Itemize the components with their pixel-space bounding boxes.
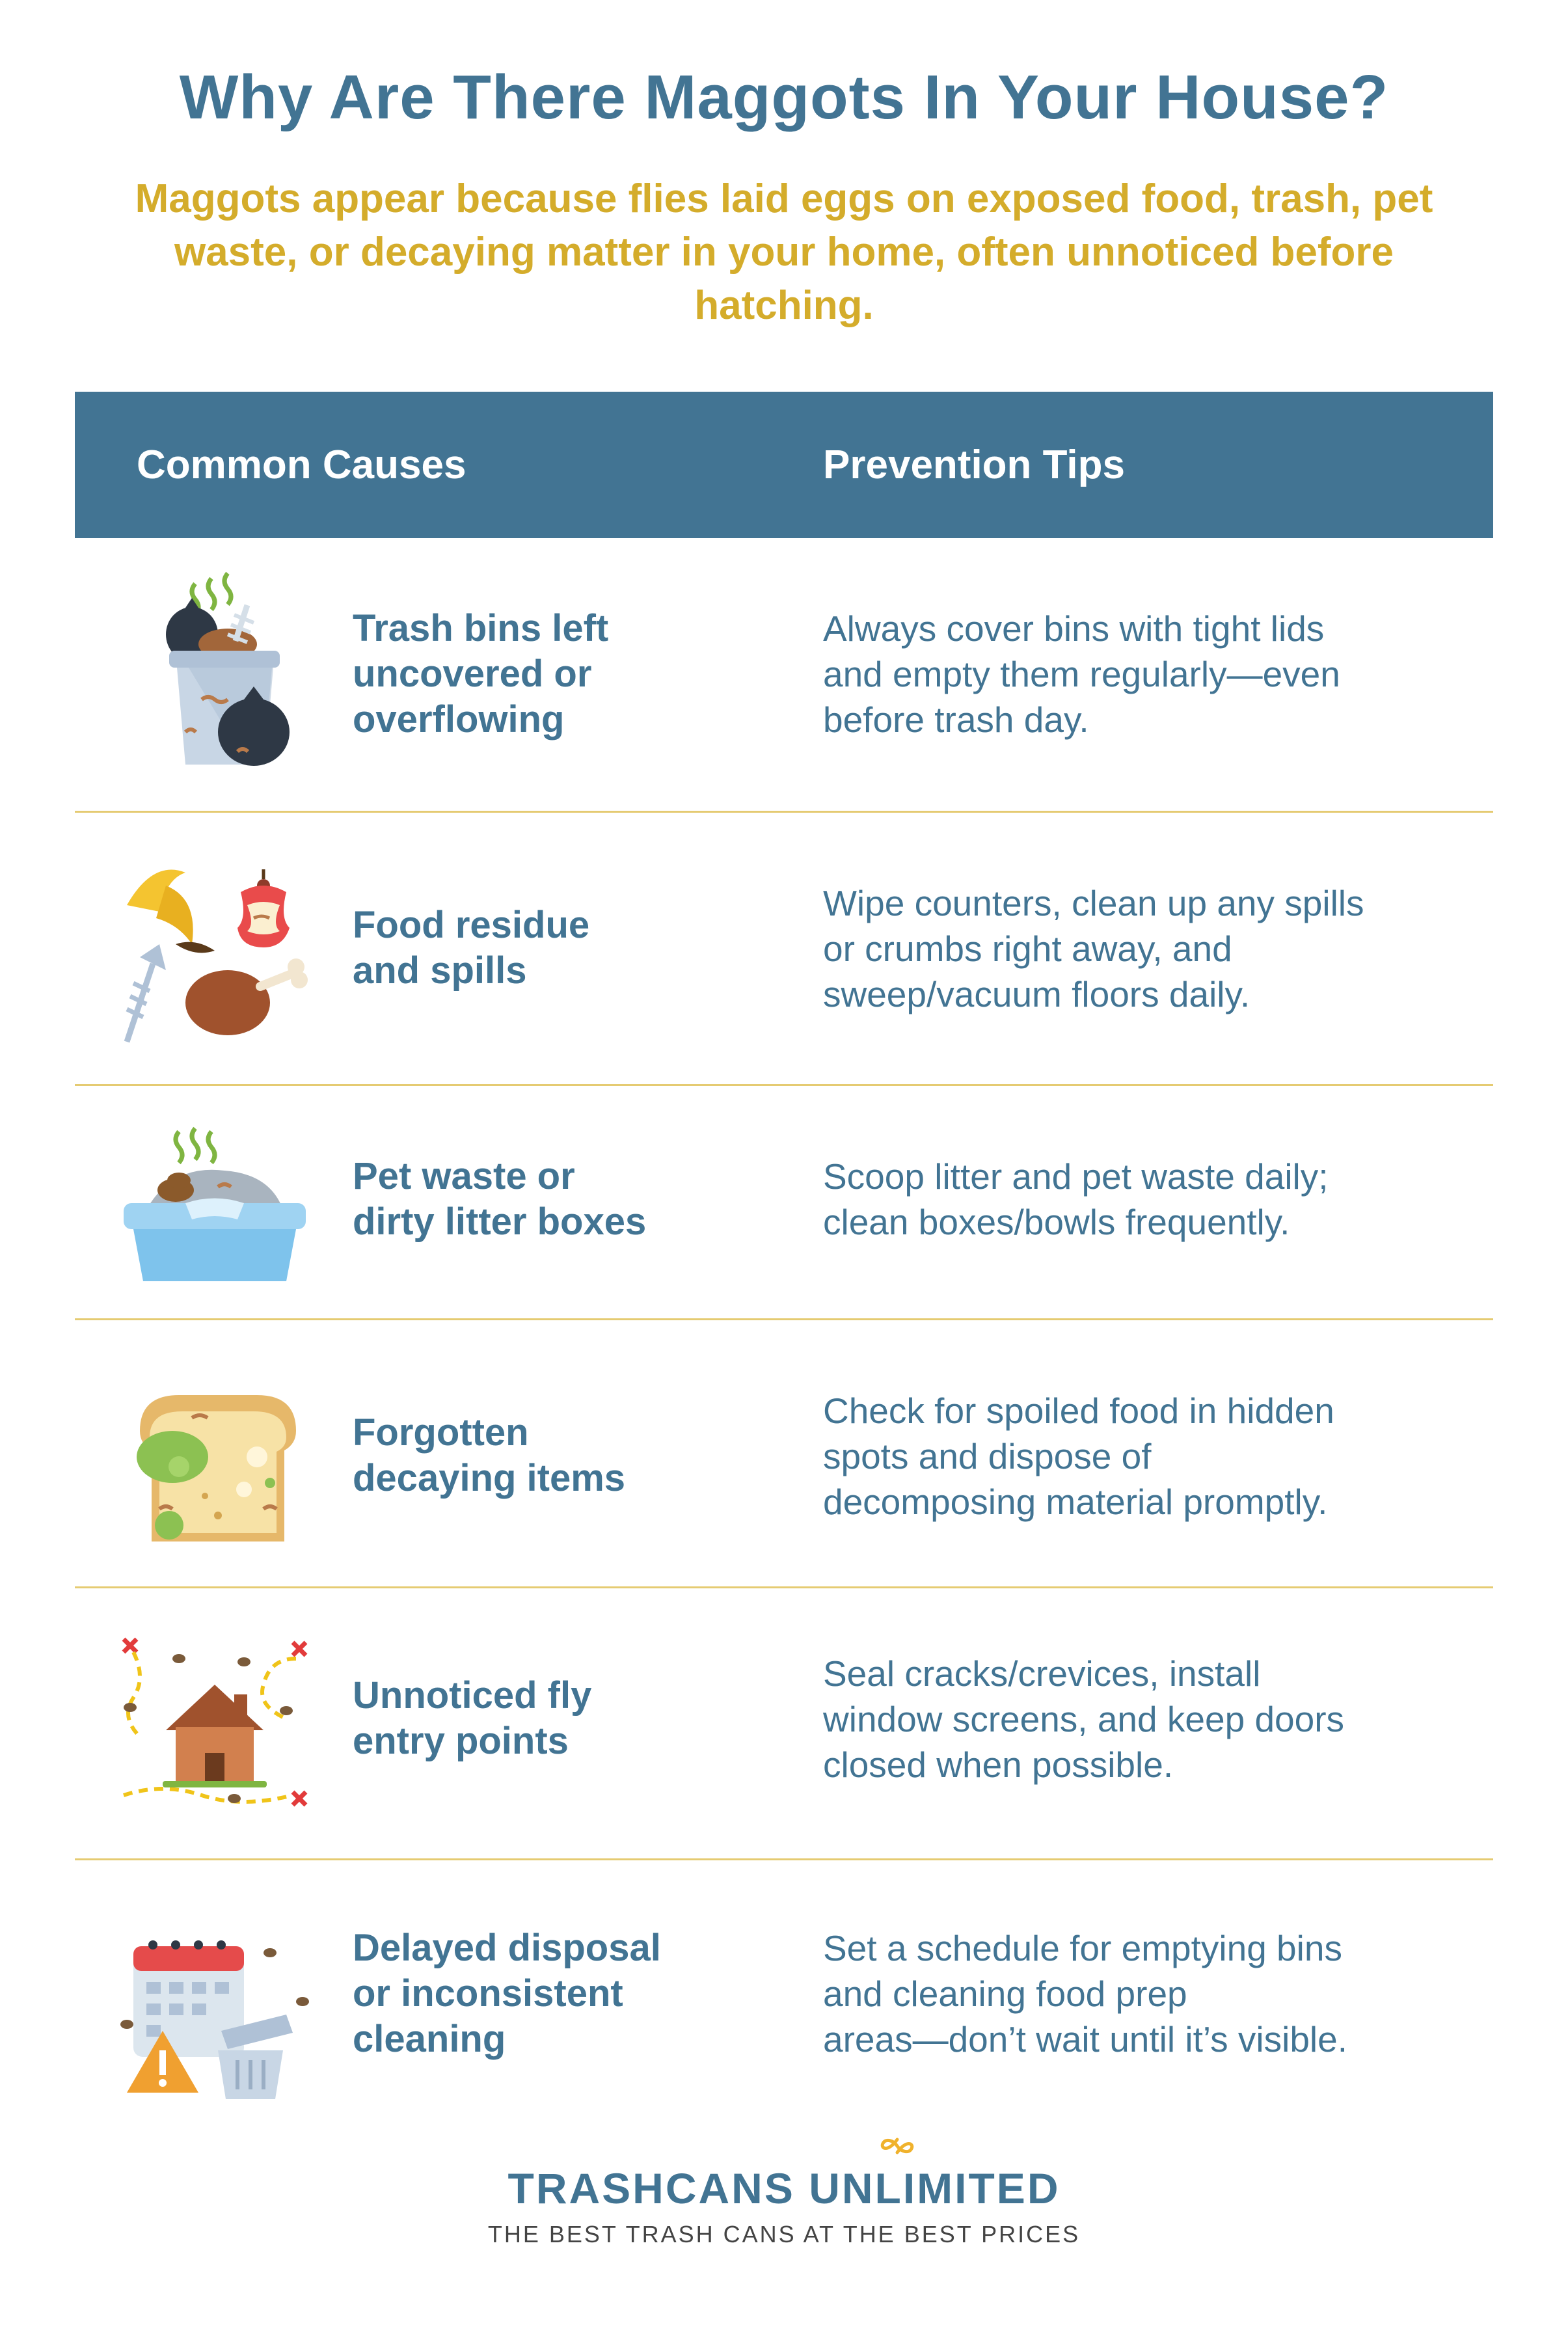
tip-text: Seal cracks/crevices, install window screens, and keep doors closed when possible. bbox=[823, 1653, 1345, 1785]
table-row bbox=[75, 1860, 1493, 2147]
tip-text: Always cover bins with tight lids and empty them regularly—even before trash day. bbox=[823, 608, 1340, 740]
table-row bbox=[75, 538, 1493, 813]
header-prevention-tips: Prevention Tips bbox=[823, 442, 1125, 487]
house-flies-icon bbox=[114, 1633, 316, 1821]
moldy-bread-icon bbox=[114, 1392, 316, 1548]
trash-bin-icon bbox=[114, 569, 316, 771]
brand-name-wrap bbox=[508, 2164, 1061, 2213]
page-subtitle: Maggots appear because flies laid eggs on exposed food, trash, pet waste, or decaying matter in your home, often unnoticed before hatching. bbox=[135, 176, 1433, 328]
brand-tagline: THE BEST TRASH CANS AT THE BEST PRICES bbox=[487, 2221, 1081, 2248]
cause-text: Delayed disposal or inconsistent cleaning bbox=[353, 1927, 661, 2060]
brand-name: TRASHCANS UNLIMITED bbox=[507, 2164, 1061, 2212]
table-row bbox=[75, 1588, 1493, 1860]
table-row bbox=[75, 813, 1493, 1086]
tip-text: Set a schedule for emptying bins and cleaning food prep areas—don’t wait until it’s visible. bbox=[823, 1928, 1348, 2059]
tip-text: Check for spoiled food in hidden spots and dispose of decomposing material promptly. bbox=[823, 1391, 1334, 1522]
cause-text: Food residue and spills bbox=[353, 904, 590, 992]
cause-text: Forgotten decaying items bbox=[353, 1411, 626, 1499]
tip-text: Wipe counters, clean up any spills or crumbs right away, and sweep/vacuum floors daily. bbox=[823, 883, 1364, 1014]
cause-text: Unnoticed fly entry points bbox=[353, 1674, 592, 1762]
table-header bbox=[75, 392, 1493, 538]
cause-text: Pet waste or dirty litter boxes bbox=[353, 1155, 647, 1243]
header-common-causes: Common Causes bbox=[137, 442, 466, 487]
litter-box-icon bbox=[114, 1125, 316, 1288]
calendar-warning-icon bbox=[114, 1933, 316, 2102]
brand-footer bbox=[0, 2164, 1568, 2248]
cause-text: Trash bins left uncovered or overflowing bbox=[353, 607, 609, 740]
tip-text: Scoop litter and pet waste daily; clean boxes/bowls frequently. bbox=[823, 1156, 1329, 1242]
table-row bbox=[75, 1320, 1493, 1588]
table-row bbox=[75, 1086, 1493, 1320]
infinity-icon bbox=[879, 2136, 915, 2156]
food-scraps-icon bbox=[114, 860, 316, 1048]
page-title: Why Are There Maggots In Your House? bbox=[179, 62, 1389, 132]
